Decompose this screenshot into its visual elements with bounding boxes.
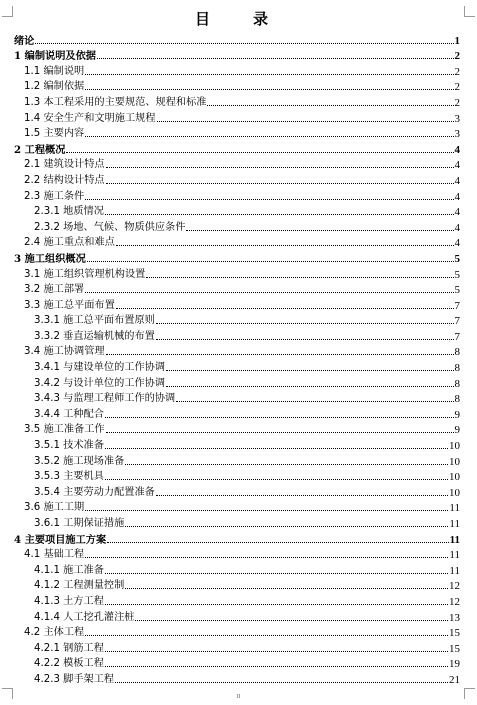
toc-entry-title: 3.6.1 工期保证措施: [34, 518, 125, 529]
dot-leader: [135, 619, 448, 621]
toc-entry-title: 3.5.4 主要劳动力配置准备: [34, 486, 155, 498]
toc-entry-title: 4.1 基础工程: [24, 549, 85, 561]
toc-entry-title: 2.3 施工条件: [24, 190, 85, 202]
toc-entry-title: 3.5 施工准备工作: [24, 424, 105, 436]
table-of-contents: [14, 31, 460, 686]
toc-entry-title: 1.4 安全生产和文明施工规程: [24, 112, 156, 124]
toc-entry-title: 2.4 施工重点和难点: [24, 237, 115, 249]
dot-leader: [106, 166, 454, 168]
dot-leader: [105, 665, 448, 667]
toc-entry-page-number: 1: [454, 34, 460, 47]
toc-entry[interactable]: [14, 109, 460, 125]
dot-leader: [85, 88, 453, 90]
toc-entry[interactable]: [14, 62, 460, 78]
toc-entry[interactable]: [14, 561, 460, 577]
toc-entry[interactable]: [14, 156, 460, 172]
dot-leader: [156, 338, 454, 340]
toc-entry[interactable]: [14, 140, 460, 156]
dot-leader: [85, 509, 448, 511]
dot-leader: [106, 182, 454, 184]
dot-leader: [85, 198, 453, 200]
dot-leader: [166, 369, 453, 371]
toc-entry-title: 3.4.2 与设计单位的工作协调: [34, 377, 166, 389]
toc-entry[interactable]: [14, 296, 460, 312]
toc-entry-page-number: 10: [449, 471, 460, 484]
toc-entry-page-number: 5: [454, 252, 460, 265]
dot-leader: [105, 650, 448, 652]
dot-leader: [207, 104, 453, 106]
toc-entry-page-number: 8: [454, 362, 460, 375]
dot-leader: [105, 572, 448, 574]
toc-entry[interactable]: [14, 390, 460, 406]
toc-entry[interactable]: [14, 530, 460, 546]
toc-entry-page-number: 2: [454, 96, 460, 109]
toc-entry[interactable]: [14, 499, 460, 515]
toc-entry-title: 2.3.2 场地、气候、物质供应条件: [34, 221, 186, 233]
toc-entry-page-number: 15: [449, 627, 460, 640]
dot-leader: [85, 556, 448, 558]
toc-entry-title: 3.5.1 技术准备: [34, 440, 104, 452]
toc-entry-title: 4.1.4 人工挖孔灌注桩: [34, 611, 135, 623]
toc-entry-page-number: 13: [449, 611, 460, 624]
toc-entry[interactable]: [14, 608, 460, 624]
toc-entry-title: 3.4.3 与监理工程师工作的协调: [34, 393, 176, 405]
toc-entry-page-number: 11: [449, 533, 460, 546]
toc-entry-title: 2.2 结构设计特点: [24, 174, 105, 186]
toc-entry-title: 2 工程概况: [14, 143, 66, 156]
dot-leader: [105, 213, 454, 215]
dot-leader: [85, 634, 448, 636]
dot-leader: [116, 244, 454, 246]
toc-entry-page-number: 5: [454, 268, 460, 281]
toc-entry-title: 4.1.2 工程测量控制: [34, 580, 125, 592]
toc-entry[interactable]: [14, 281, 460, 297]
toc-entry-page-number: 19: [449, 658, 460, 671]
toc-entry-title: 1.3 本工程采用的主要规范、规程和标准: [24, 96, 207, 108]
toc-entry[interactable]: [14, 78, 460, 94]
toc-entry[interactable]: [14, 358, 460, 374]
toc-entry[interactable]: [14, 421, 460, 437]
dot-leader: [106, 353, 454, 355]
toc-entry-title: 3.3 施工总平面布置: [24, 299, 115, 311]
toc-entry-page-number: 7: [454, 299, 460, 312]
toc-entry-page-number: 4: [454, 190, 460, 203]
dot-leader: [125, 525, 448, 527]
toc-entry-page-number: 4: [454, 143, 460, 156]
toc-entry-page-number: 9: [454, 424, 460, 437]
page-title: 目 录: [194, 10, 282, 28]
toc-entry[interactable]: [14, 514, 460, 530]
toc-entry-page-number: 11: [449, 502, 460, 515]
toc-entry-page-number: 4: [454, 206, 460, 219]
toc-entry[interactable]: [14, 546, 460, 562]
toc-entry-title: 3.5.3 主要机具: [34, 471, 104, 483]
toc-entry-page-number: 7: [454, 330, 460, 343]
dot-leader: [35, 42, 453, 44]
dot-leader: [107, 541, 448, 543]
toc-entry[interactable]: [14, 483, 460, 499]
dot-leader: [156, 322, 454, 324]
toc-entry-title: 3.4.4 工种配合: [34, 408, 104, 420]
toc-entry-page-number: 10: [449, 486, 460, 499]
toc-entry-title: 3.3.1 施工总平面布置原则: [34, 315, 155, 327]
toc-entry-page-number: 4: [454, 174, 460, 187]
toc-entry-title: 3.1 施工组织管理机构设置: [24, 268, 146, 280]
toc-entry-title: 2.1 建筑设计特点: [24, 159, 105, 171]
toc-entry-page-number: 11: [449, 564, 460, 577]
toc-entry-page-number: 10: [449, 440, 460, 453]
dot-leader: [105, 447, 448, 449]
toc-entry-title: 3.5.2 施工现场准备: [34, 455, 125, 467]
toc-entry-title: 3.6 施工工期: [24, 502, 85, 514]
toc-entry-page-number: 15: [449, 642, 460, 655]
dot-leader: [166, 385, 453, 387]
toc-entry-page-number: 11: [449, 549, 460, 562]
toc-entry-title: 1.2 编制依据: [24, 81, 85, 93]
toc-entry-title: 4.1.1 施工准备: [34, 564, 104, 576]
toc-entry-title: 3.4.1 与建设单位的工作协调: [34, 362, 166, 374]
toc-entry[interactable]: [14, 31, 460, 47]
toc-entry-page-number: 3: [454, 128, 460, 141]
dot-leader: [157, 120, 454, 122]
dot-leader: [97, 57, 454, 59]
dot-leader: [146, 276, 453, 278]
toc-entry-title: 1.1 编制说明: [24, 65, 85, 77]
dot-leader: [85, 73, 453, 75]
toc-entry[interactable]: [14, 234, 460, 250]
toc-entry-page-number: 4: [454, 159, 460, 172]
toc-entry[interactable]: [14, 374, 460, 390]
toc-entry-title: 3.2 施工部署: [24, 284, 85, 296]
toc-entry-title: 4.2 主体工程: [24, 627, 85, 639]
dot-leader: [85, 291, 453, 293]
dot-leader: [125, 463, 448, 465]
dot-leader: [66, 151, 453, 153]
toc-entry-page-number: 8: [454, 346, 460, 359]
toc-entry[interactable]: [14, 47, 460, 63]
toc-entry[interactable]: [14, 265, 460, 281]
toc-entry-title: 3 施工组织概况: [14, 252, 86, 265]
dot-leader: [85, 135, 453, 137]
dot-leader: [105, 603, 448, 605]
toc-entry[interactable]: [14, 577, 460, 593]
dot-leader: [106, 431, 454, 433]
toc-entry[interactable]: [14, 655, 460, 671]
toc-entry-page-number: 2: [454, 81, 460, 94]
toc-entry[interactable]: [14, 312, 460, 328]
toc-entry-page-number: 4: [454, 237, 460, 250]
dot-leader: [125, 587, 448, 589]
toc-entry-page-number: 9: [454, 408, 460, 421]
toc-entry-page-number: 12: [449, 580, 460, 593]
toc-entry-page-number: 11: [449, 518, 460, 530]
toc-entry-page-number: 21: [449, 673, 460, 686]
toc-entry-title: 4.2.2 模板工程: [34, 658, 104, 670]
toc-entry-page-number: 8: [454, 377, 460, 390]
toc-entry-title: 绪论: [14, 34, 35, 47]
toc-entry-title: 4.2.1 钢筋工程: [34, 642, 104, 654]
toc-entry-title: 4.1.3 土方工程: [34, 595, 104, 607]
toc-entry-title: 4 主要项目施工方案: [14, 533, 107, 546]
toc-entry[interactable]: [14, 452, 460, 468]
toc-entry[interactable]: [14, 670, 460, 686]
dot-leader: [115, 681, 448, 683]
toc-entry[interactable]: [14, 327, 460, 343]
toc-entry[interactable]: [14, 639, 460, 655]
dot-leader: [87, 260, 454, 262]
dot-leader: [156, 494, 448, 496]
toc-entry-title: 3.4 施工协调管理: [24, 346, 105, 358]
toc-entry-page-number: 5: [454, 284, 460, 297]
toc-entry-page-number: 2: [454, 50, 460, 63]
toc-entry-title: 2.3.1 地质情况: [34, 206, 104, 218]
toc-entry-page-number: 4: [454, 221, 460, 234]
toc-entry-title: 1 编制说明及依据: [14, 50, 96, 63]
toc-entry[interactable]: [14, 343, 460, 359]
toc-entry-page-number: 10: [449, 455, 460, 468]
toc-entry-page-number: 2: [454, 65, 460, 78]
toc-entry[interactable]: [14, 171, 460, 187]
toc-entry-page-number: 3: [454, 112, 460, 125]
toc-entry-title: 4.2.3 脚手架工程: [34, 673, 115, 685]
toc-entry[interactable]: [14, 218, 460, 234]
toc-entry-title: 1.5 主要内容: [24, 128, 85, 140]
toc-entry[interactable]: [14, 436, 460, 452]
dot-leader: [176, 400, 453, 402]
toc-entry-page-number: 8: [454, 393, 460, 406]
toc-entry-page-number: 12: [449, 595, 460, 608]
dot-leader: [186, 229, 453, 231]
toc-entry-title: 3.3.2 垂直运输机械的布置: [34, 330, 155, 342]
toc-entry[interactable]: [14, 592, 460, 608]
toc-entry[interactable]: [14, 624, 460, 640]
dot-leader: [105, 416, 454, 418]
page-footer: II: [236, 694, 241, 700]
toc-entry[interactable]: [14, 93, 460, 109]
toc-entry[interactable]: [14, 468, 460, 484]
toc-entry[interactable]: [14, 187, 460, 203]
toc-entry-page-number: 7: [454, 315, 460, 328]
toc-entry[interactable]: [14, 125, 460, 141]
toc-entry[interactable]: [14, 405, 460, 421]
dot-leader: [116, 307, 454, 309]
dot-leader: [105, 478, 448, 480]
toc-entry[interactable]: [14, 249, 460, 265]
toc-entry[interactable]: [14, 203, 460, 219]
